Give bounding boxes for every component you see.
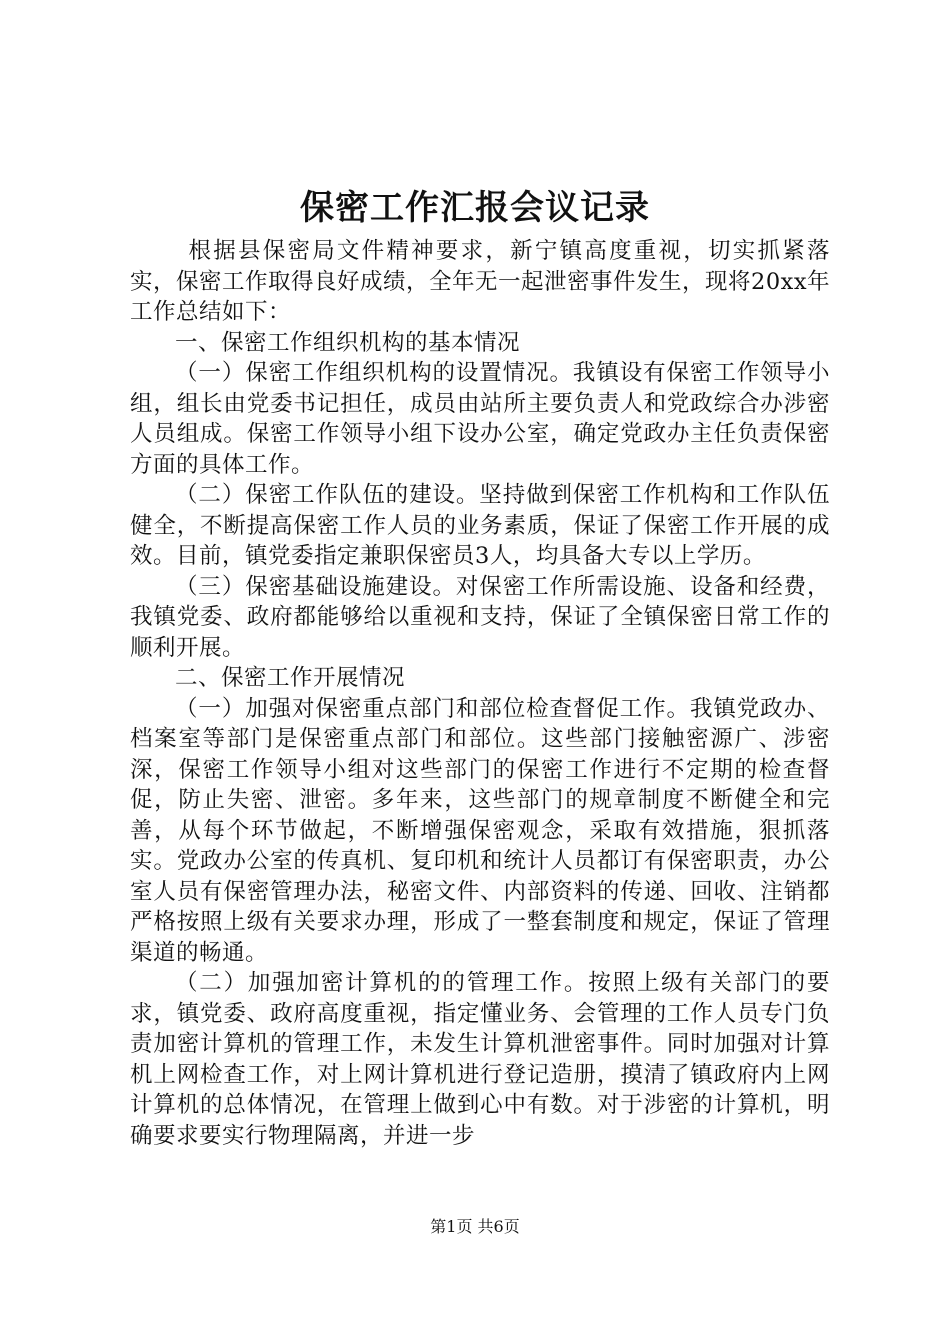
page-footer: 第1页 共6页 bbox=[430, 1217, 520, 1236]
document-body bbox=[130, 236, 830, 1151]
section-heading-1: 一、保密工作组织机构的基本情况 bbox=[175, 329, 521, 356]
section-heading-2: 二、保密工作开展情况 bbox=[175, 665, 406, 691]
paragraph-2-2: （二）加强加密计算机的的管理工作。按照上级有关部门的要求，镇党委、政府高度重视，指定懂业务、会管理的工作人员专门负责加密计算机的管理工作，未发生计算机泄密事件。同时加强对计算机上网检查工作，对上网计算机进行登记造册，摸清了镇政府内上网计算机的总体情况，在管理上做到心中有数。对于涉密的计算机，明确要求要实行物理隔离，并进一步 bbox=[130, 970, 830, 1149]
page-title: 保密工作汇报会议记录 bbox=[300, 188, 650, 228]
paragraph-1-3: （三）保密基础设施建设。对保密工作所需设施、设备和经费，我镇党委、政府都能够给以重视和支持，保证了全镇保密日常工作的顺利开展。 bbox=[130, 573, 830, 661]
intro-paragraph: 根据县保密局文件精神要求，新宁镇高度重视，切实抓紧落实，保密工作取得良好成绩，全年无一起泄密事件发生，现将20xx年工作总结如下： bbox=[130, 238, 831, 325]
paragraph-2-1: （一）加强对保密重点部门和部位检查督促工作。我镇党政办、档案室等部门是保密重点部门和部位。这些部门接触密源广、涉密深，保密工作领导小组对这些部门的保密工作进行不定期的检查督促，防止失密、泄密。多年来，这些部门的规章制度不断健全和完善，从每个环节做起，不断增强保密观念，采取有效措施，狠抓落实。党政办公室的传真机、复印机和统计人员都订有保密职责，办公室人员有保密管理办法，秘密文件、内部资料的传递、回收、注销都严格按照上级有关要求办理，形成了一整套制度和规定，保证了管理渠道的畅通。 bbox=[130, 695, 830, 966]
paragraph-1-1: （一）保密工作组织机构的设置情况。我镇设有保密工作领导小组，组长由党委书记担任，成员由站所主要负责人和党政综合办涉密人员组成。保密工作领导小组下设办公室，确定党政办主任负责保密方面的具体工作。 bbox=[130, 360, 830, 478]
paragraph-1-2: （二）保密工作队伍的建设。坚持做到保密工作机构和工作队伍健全，不断提高保密工作人员的业务素质，保证了保密工作开展的成效。目前，镇党委指定兼职保密员3人，均具备大专以上学历。 bbox=[130, 482, 830, 569]
